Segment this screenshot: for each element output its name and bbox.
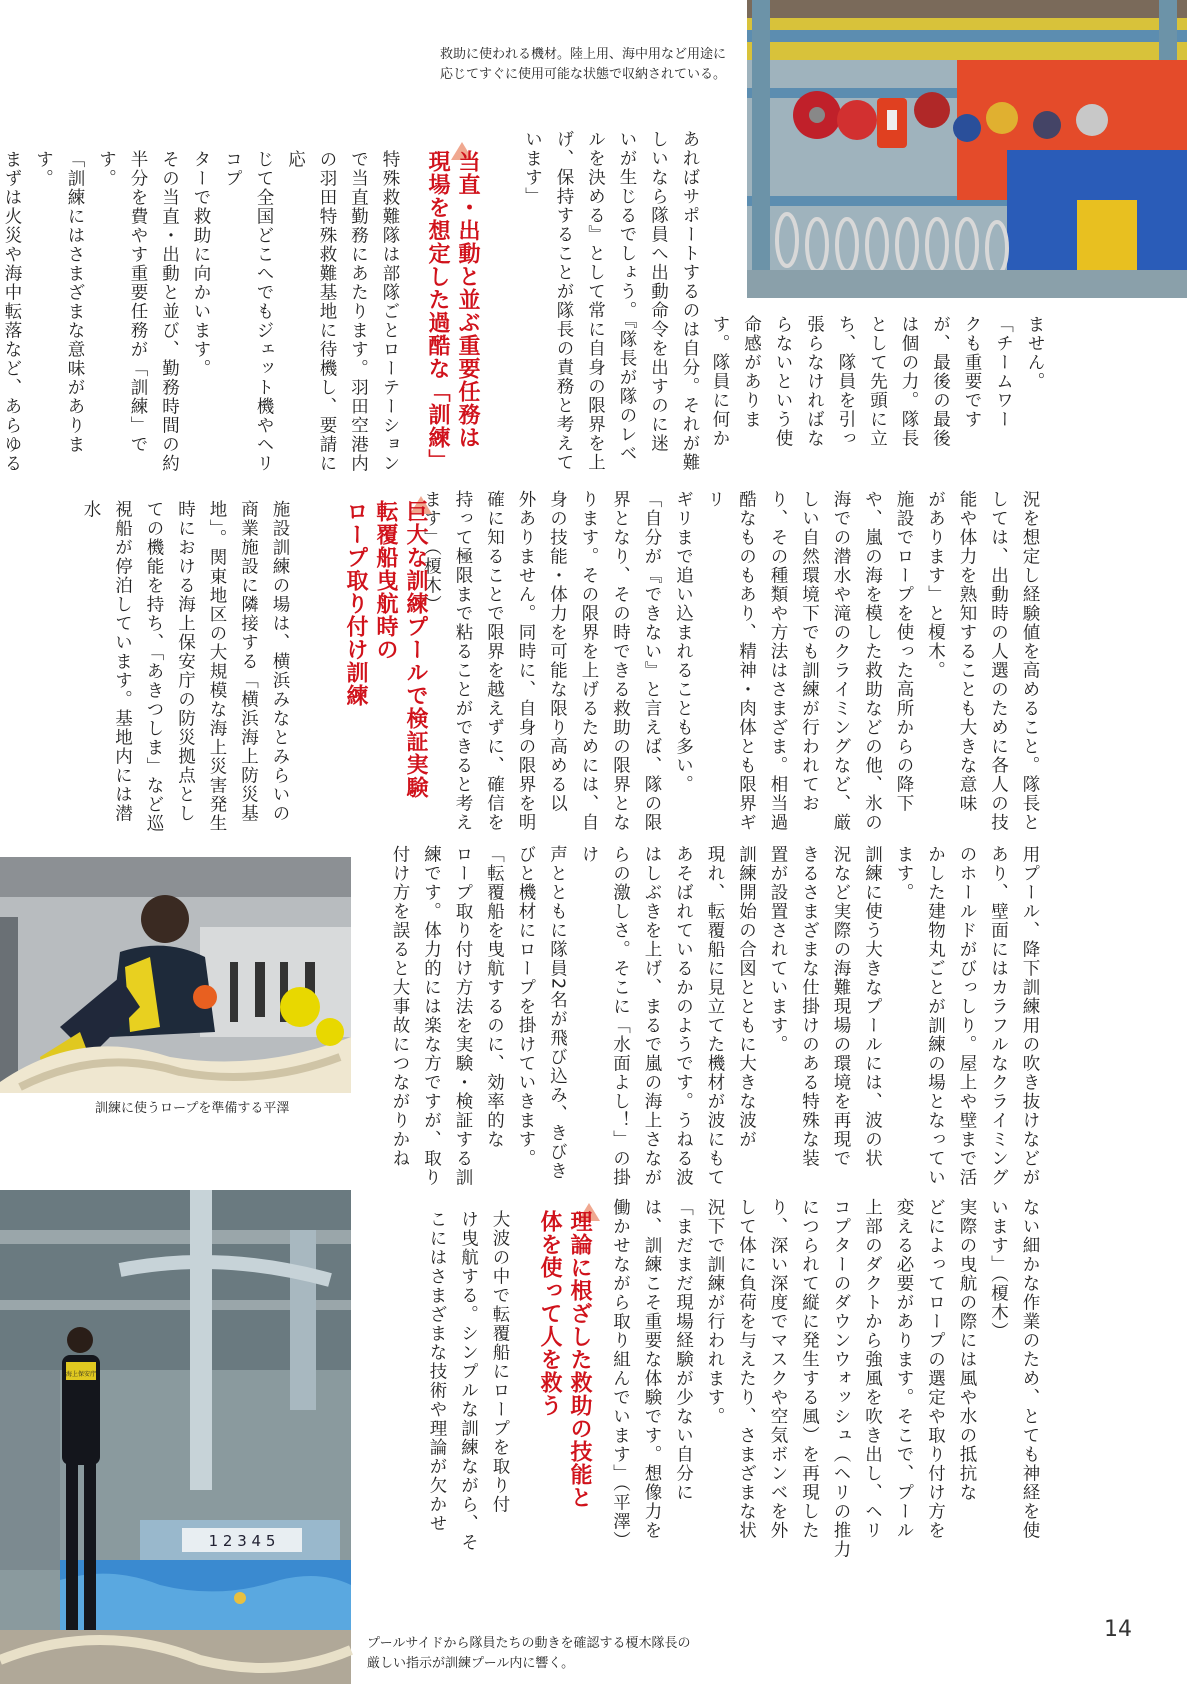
- page-number: 14: [1104, 1617, 1132, 1642]
- equipment-caption: 救助に使われる機材。陸上用、海中用など用途に 応じてすぐに使用可能な状態で収納されている。: [440, 47, 727, 82]
- heading-3: 理論に根ざした救助の技能と 体を使って人を救う: [537, 1210, 592, 1509]
- heading-1: 当直・出動と並ぶ重要任務は 現場を想定した過酷な「訓練」: [425, 150, 480, 472]
- heading-2: 巨大な訓練プールで検証実験 転覆船曳航時の ロープ取り付け訓練: [343, 500, 428, 799]
- body-text-col5: 施設訓練の場は、横浜みなとみらいの 商業施設に隣接する「横浜海上防災基 地」。関東地区の大規模な海上災害発生 時における海上保安庁の防災拠点とし ての機能を持ち、「あきつしま」など巡 視船が停泊しています。基地内には潜水: [81, 500, 290, 834]
- equipment-photo: [747, 0, 1187, 298]
- rope-photo: [0, 857, 351, 1093]
- body-text-col6: 用プール、降下訓練用の吹き抜けなどが あり、壁面にはカラフルなクライミング のホールドがびっしり。屋上や壁まで活 かした建物丸ごとが訓練の場となってい ます。 訓練に使う大きなプールには、波の状 況など実際の海難現場の環境を再現で きるさまざまな仕掛けのある特殊な装 置が設置されています。 訓練開始の合図とともに大きな波が 現れ、転覆船に見立てた機材が波にもて あそばれているかのようです。うねる波 はしぶきを上げ、まるで嵐の海上さなが らの激しさ。そこに「水面よし！」の掛け 声とともに隊員2名が飛び込み、きびき びと機材にロープを掛けていきます。 「転覆船を曳航するのに、効率的な ロープ取り付け方法を実験・検証する訓 練です。体力的には楽な方ですが、取り 付け方を誤ると大事故につながりかね: [390, 845, 1040, 1187]
- body-text-col3: 特殊救難隊は部隊ごとローテーション で当直勤務にあたります。羽田空港内 の羽田特殊救難基地に待機し、要請に応 じて全国どこへでもジェット機やヘリコプ ターで救助に向かいます。 その当直・出動と並び、勤務時間の約 半分を費やす重要任務が「訓練」です。 「訓練にはさまざまな意味があります。 まずは火災や海中転落など、あらゆる: [2, 150, 400, 473]
- body-text-col1: ません。 「チームワー クも重要です が、最後の最後 は個の力。隊長 として先頭に立 ち、隊員を引っ 張らなければな らないという使 命感がありま す。隊員に何か: [710, 315, 1045, 448]
- rope-caption: 訓練に使うロープを準備する平澤: [95, 1101, 290, 1116]
- jacket-text: 海上保安庁: [65, 1371, 97, 1378]
- body-text-col7: ない細かな作業のため、とても神経を使 います」（榎木） 実際の曳航の際には風や水の抵抗な どによってロープの選定や取り付け方を 変える必要があります。そこで、プール 上部のダクトから強風を吹き出し、ヘリ コプターのダウンウォッシュ（ヘリの推力 につられて縦に発生する風）を再現した り、深い深度でマスクや空気ボンベを外 して体に負荷を与えたり、さまざまな状 況下で訓練が行われます。 「まだまだ現場経験が少ない自分に は、訓練こそ重要な体験です。想像力を 働かせながら取り組んでいます」（平澤）: [610, 1198, 1040, 1559]
- pool-photo: [0, 1190, 351, 1684]
- body-text-col8: 大波の中で転覆船にロープを取り付 け曳航する。シンプルな訓練ながら、そ こにはさまざまな技術や理論が欠かせ: [427, 1210, 510, 1552]
- body-text-col2: あればサポートするのは自分。それが難 しいなら隊員へ出動命令を出すのに迷 いが生じるでしょう。『隊長が隊のレベ ルを決める』として常に自身の限界を上 げ、保持することが隊長の責務と考えて います」: [522, 130, 700, 472]
- body-text-col4: 況を想定し経験値を高めること。隊長と しては、出動時の人選のために各人の技 能や体力を熟知することも大きな意味 があります」と榎木。 施設でロープを使った高所からの降下 や、嵐の海を模した救助などの他、氷の 海での潜水や滝のクライミングなど、厳 しい自然環境下でも訓練が行われてお り、その種類や方法はさまざま。相当過 酷なものもあり、精神・肉体とも限界ギリ ギリまで追い込まれることも多い。 「自分が『できない』と言えば、隊の限 界となり、その時できる救助の限界とな ります。その限界を上げるためには、自 身の技能・体力を可能な限り高める以 外ありません。同時に、自身の限界を明 確に知ることで限界を越えずに、確信を 持って極限まで粘ることができると考え ます」（榎木）: [421, 490, 1040, 832]
- pool-lane-sign: 1 2 3 4 5: [208, 1532, 276, 1550]
- pool-caption: プールサイドから隊員たちの動きを確認する榎木隊長の 厳しい指示が訓練プール内に響く。: [367, 1636, 691, 1671]
